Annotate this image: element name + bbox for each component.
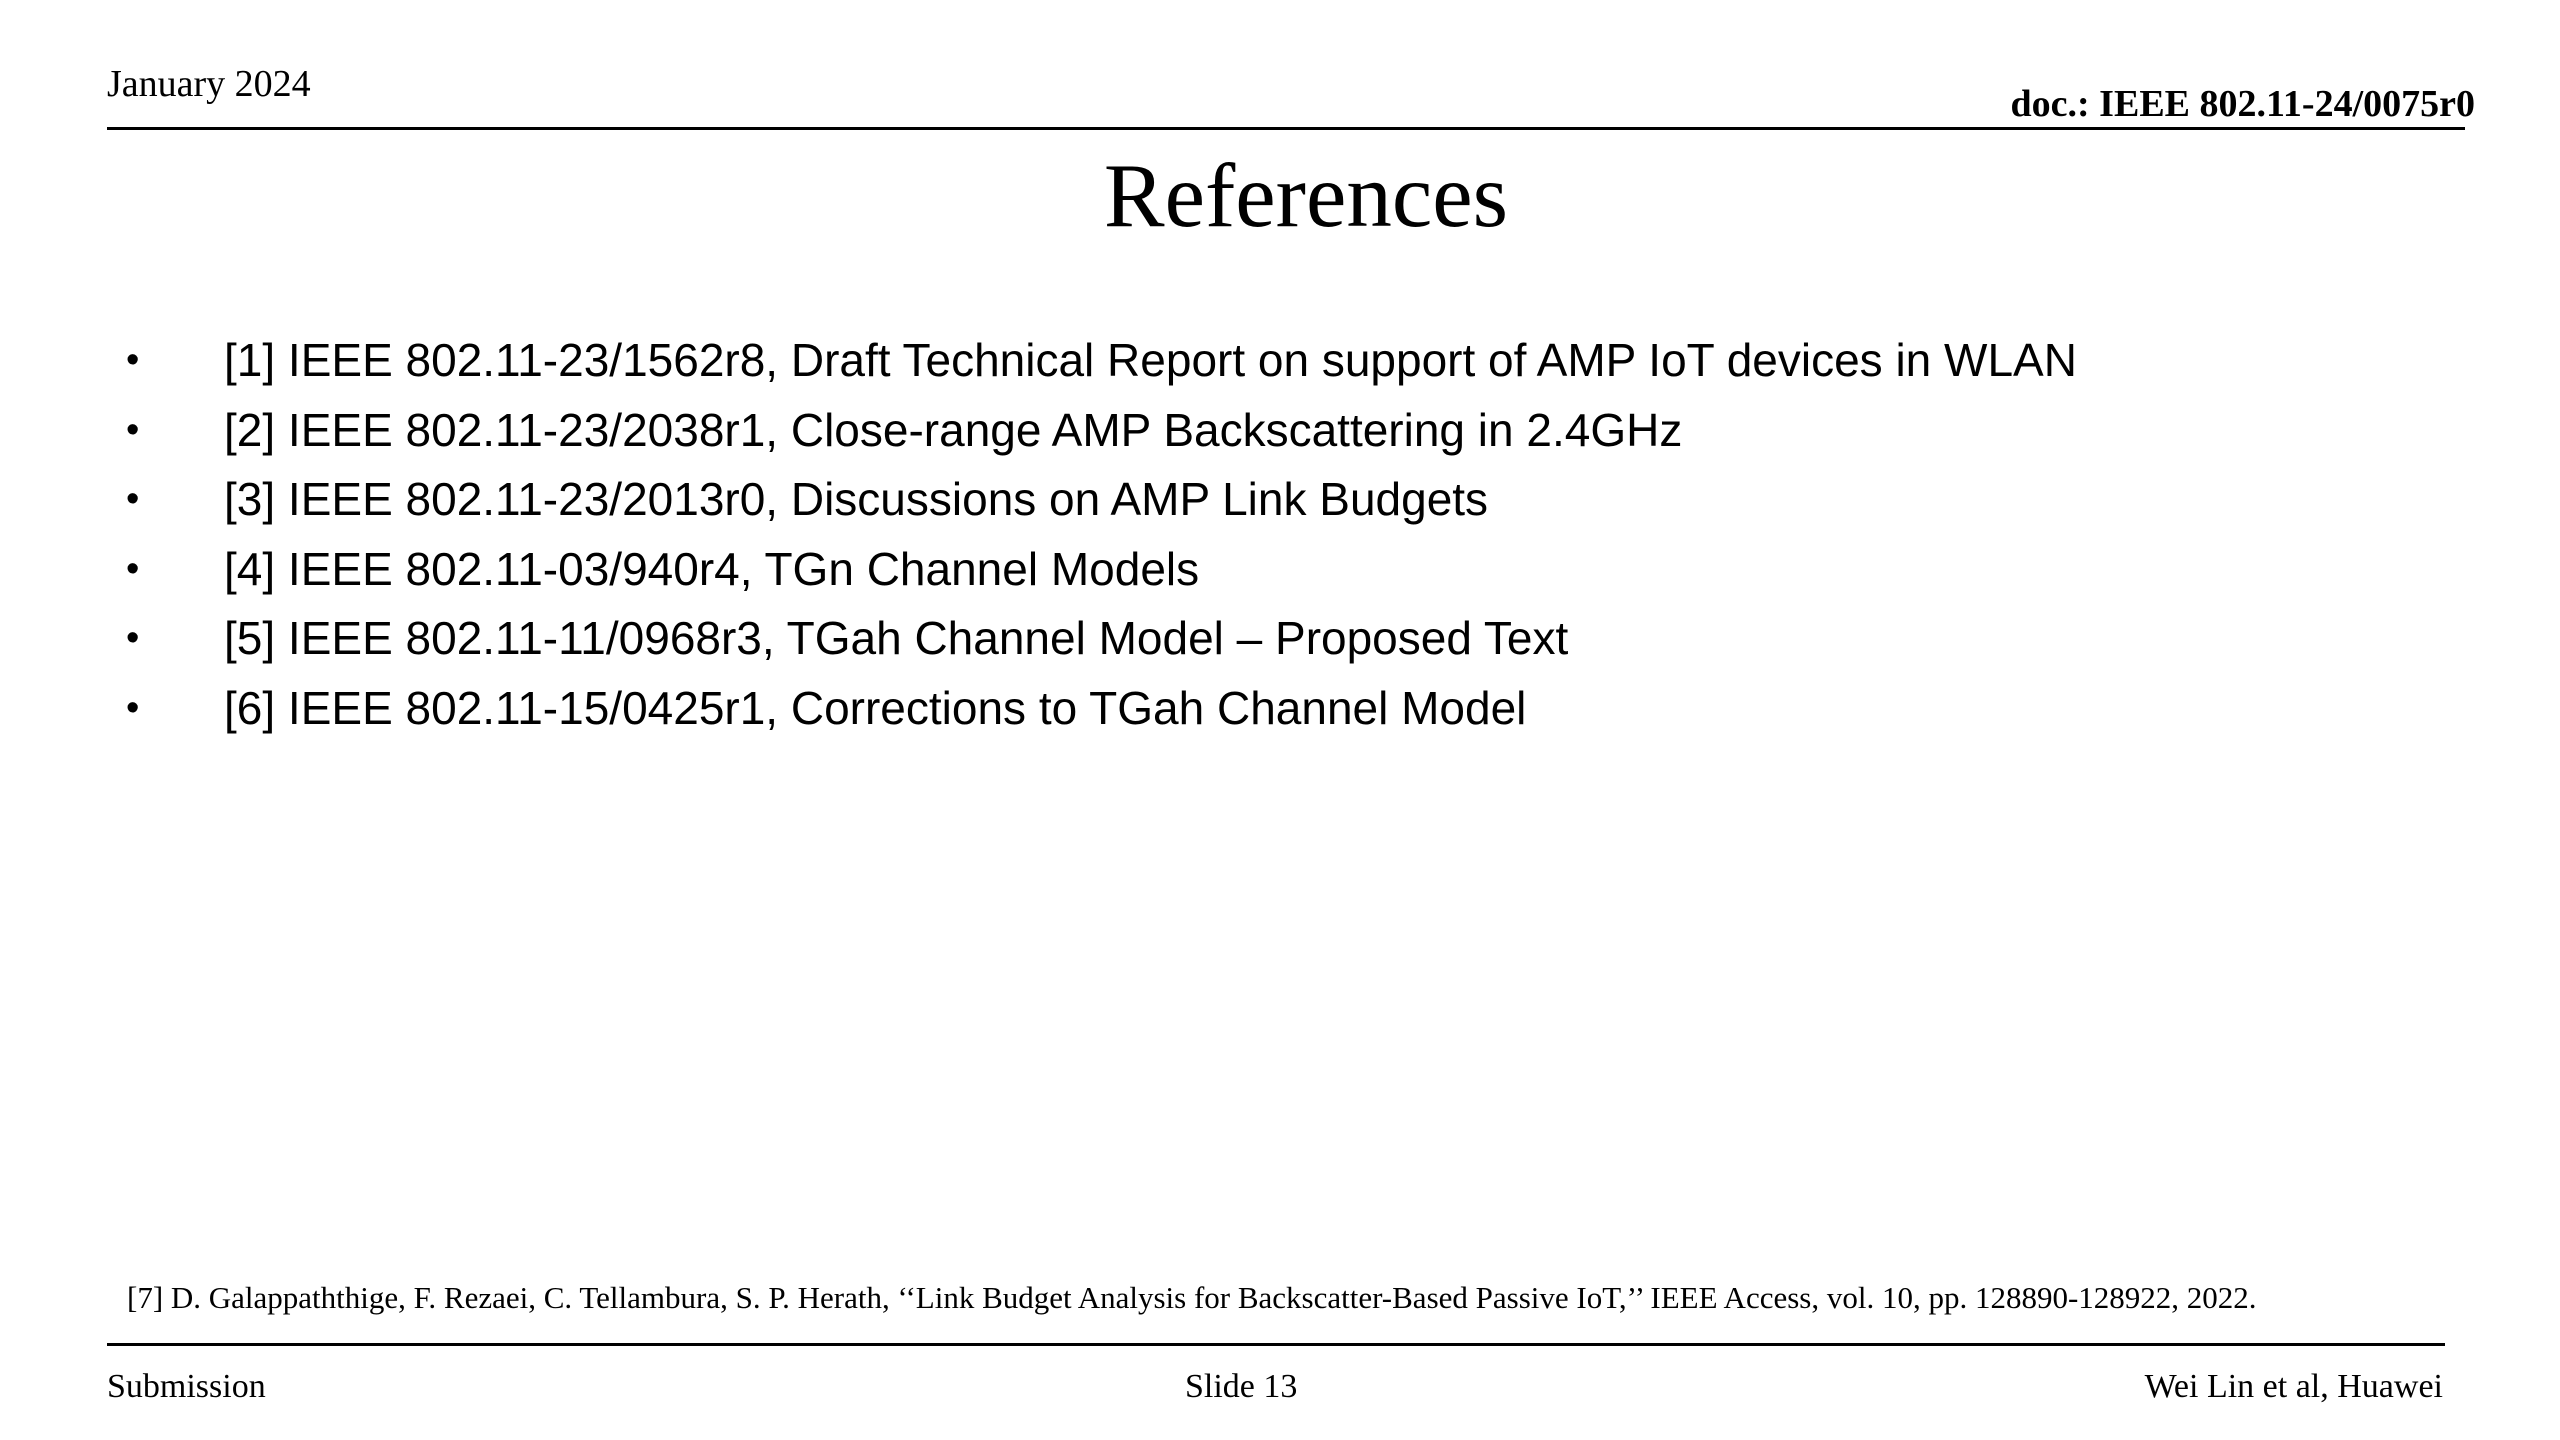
reference-item-4 — [0, 535, 2400, 605]
bullet: • — [126, 339, 140, 381]
header-date: January 2024 — [107, 63, 311, 105]
header-doc-id: doc.: IEEE 802.11-24/0075r0 — [2010, 83, 2475, 125]
footer-slide-number: Slide 13 — [1185, 1368, 1298, 1405]
bullet: • — [126, 686, 140, 729]
bullet: • — [126, 617, 140, 659]
reference-list — [0, 326, 2400, 743]
reference-text: [5] IEEE 802.11-11/0968r3, TGah Channel Model – Proposed Text — [224, 612, 1569, 664]
reference-item-1 — [0, 326, 2400, 396]
footer-submission: Submission — [107, 1368, 266, 1405]
bullet: • — [126, 408, 140, 451]
reference-text: [2] IEEE 802.11-23/2038r1, Close-range AMP Backscattering in 2.4GHz — [224, 403, 1683, 456]
footnote-reference: [7] D. Galappaththige, F. Rezaei, C. Tellambura, S. P. Herath, ‘‘Link Budget Analysis for Backscatter-Based Passive IoT,’’ IEEE Access, vol. 10, pp. 128890-128922, 2022. — [127, 1280, 2257, 1315]
footer-author: Wei Lin et al, Huawei — [2144, 1368, 2443, 1405]
reference-text: [6] IEEE 802.11-15/0425r1, Corrections to TGah Channel Model — [224, 681, 1527, 734]
reference-item-6 — [0, 674, 2400, 744]
bullet: • — [126, 547, 140, 590]
reference-text: [4] IEEE 802.11-03/940r4, TGn Channel Models — [224, 542, 1200, 595]
reference-item-2 — [0, 396, 2400, 466]
footer-divider — [107, 1343, 2445, 1346]
reference-text: [3] IEEE 802.11-23/2013r0, Discussions on AMP Link Budgets — [224, 473, 1489, 525]
reference-item-5 — [0, 604, 2400, 674]
header-divider — [107, 127, 2465, 130]
reference-text: [1] IEEE 802.11-23/1562r8, Draft Technical Report on support of AMP IoT devices in WLAN — [224, 334, 2077, 386]
bullet: • — [126, 478, 140, 520]
reference-item-3 — [0, 465, 2400, 535]
slide-title: References — [1103, 145, 1509, 246]
